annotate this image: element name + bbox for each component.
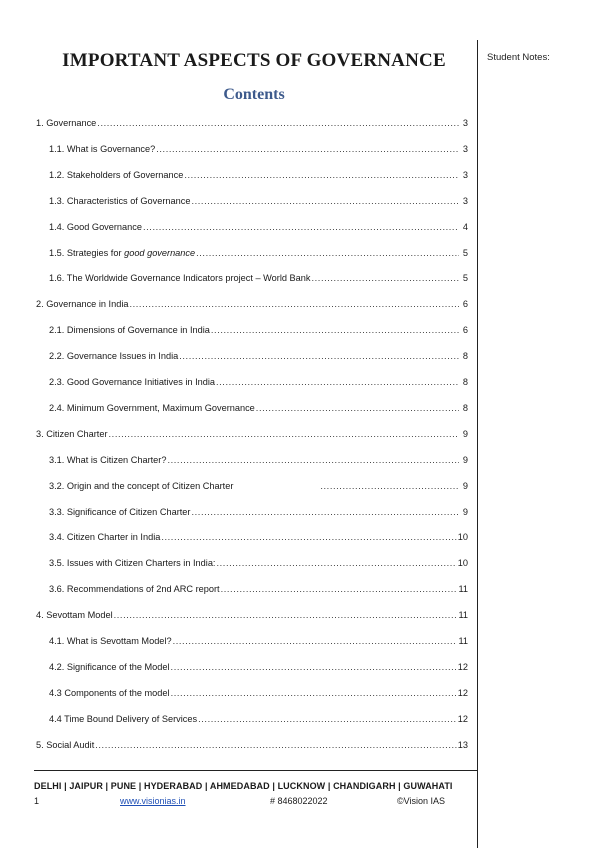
toc-entry-label bbox=[36, 116, 96, 130]
toc-entry[interactable] bbox=[36, 116, 468, 130]
toc-entry[interactable] bbox=[36, 608, 468, 622]
toc-entry-number: 3.4. bbox=[49, 532, 65, 543]
toc-entry-label bbox=[49, 686, 170, 700]
toc-entry-text: Components of the model bbox=[64, 687, 170, 698]
toc-entry-label bbox=[49, 168, 183, 182]
toc-entry-label bbox=[49, 375, 215, 389]
toc-entry-label bbox=[49, 712, 197, 726]
footer bbox=[34, 796, 474, 808]
toc-entry-number: 1.3. bbox=[49, 195, 65, 206]
dot-leader bbox=[179, 349, 459, 363]
toc-entry[interactable] bbox=[36, 297, 468, 311]
toc-page-number: 11 bbox=[458, 610, 468, 621]
toc-entry-label bbox=[36, 427, 108, 441]
toc-entry-number: 3.6. bbox=[49, 584, 65, 595]
toc-entry-text: Social Audit bbox=[46, 739, 95, 750]
toc-entry-label bbox=[49, 194, 190, 208]
dot-leader bbox=[171, 660, 457, 674]
toc-entry[interactable] bbox=[36, 530, 468, 544]
dot-leader bbox=[109, 427, 459, 441]
dot-leader bbox=[114, 608, 458, 622]
toc-entry-text: Dimensions of Governance in India bbox=[66, 325, 210, 336]
toc-entry[interactable] bbox=[36, 453, 468, 467]
dot-leader bbox=[221, 582, 458, 596]
toc-entry-number: 1.6. bbox=[49, 273, 65, 284]
student-notes-label: Student Notes: bbox=[487, 52, 550, 63]
dot-leader bbox=[143, 220, 459, 234]
toc-entry-number: 3.5. bbox=[49, 558, 65, 569]
dot-leader bbox=[211, 323, 459, 337]
toc-entry[interactable] bbox=[36, 582, 468, 596]
toc-page-number: 5 bbox=[462, 273, 468, 284]
toc-entry-number: 2.4. bbox=[49, 402, 65, 413]
toc-page-number: 13 bbox=[457, 739, 468, 750]
toc-entry[interactable] bbox=[36, 660, 468, 674]
footer-copyright: ©Vision IAS bbox=[397, 796, 445, 806]
toc-entry[interactable] bbox=[36, 505, 468, 519]
toc-entry-number: 4.1. bbox=[49, 636, 65, 646]
toc-entry[interactable] bbox=[36, 738, 468, 752]
toc-entry[interactable] bbox=[36, 194, 468, 208]
toc-entry[interactable] bbox=[36, 634, 468, 648]
toc-entry-label bbox=[49, 271, 310, 285]
toc-page-number: 9 bbox=[462, 454, 468, 465]
toc-page-number: 3 bbox=[462, 118, 468, 128]
toc-page-number: 11 bbox=[458, 636, 468, 646]
toc-entry-number: 1.2. bbox=[49, 169, 65, 180]
dot-leader bbox=[171, 686, 457, 700]
dot-leader bbox=[216, 556, 456, 570]
dot-leader bbox=[156, 142, 459, 156]
toc-entry[interactable] bbox=[36, 142, 468, 156]
footer-phone: # 8468022022 bbox=[270, 796, 328, 806]
contents-heading: Contents bbox=[223, 86, 285, 103]
dot-leader bbox=[97, 116, 459, 130]
toc-entry-label bbox=[49, 246, 195, 260]
toc-entry-number: 1.4. bbox=[49, 221, 65, 232]
toc-entry[interactable] bbox=[36, 246, 468, 260]
footer-page-number: 1 bbox=[34, 796, 40, 806]
page-title: IMPORTANT ASPECTS OF GOVERNANCE bbox=[62, 50, 446, 71]
toc-page-number: 9 bbox=[462, 428, 468, 439]
toc-entry-label bbox=[49, 349, 178, 363]
toc-page-number: 11 bbox=[458, 584, 468, 595]
toc-entry-number: 1.1. bbox=[49, 143, 65, 154]
toc-entry-text: Good Governance bbox=[66, 221, 142, 232]
toc-entry-text: The Worldwide Governance Indicators project – World Bank bbox=[66, 273, 311, 284]
toc-entry-number: 3. bbox=[36, 428, 44, 439]
toc-entry[interactable] bbox=[36, 220, 468, 234]
toc-page-number: 12 bbox=[457, 713, 468, 724]
toc-entry[interactable] bbox=[36, 686, 468, 700]
dot-leader bbox=[191, 505, 459, 519]
toc-page-number: 9 bbox=[462, 506, 468, 517]
toc-entry-label bbox=[49, 453, 166, 467]
dot-leader bbox=[184, 168, 459, 182]
toc-entry-number: 3.1. bbox=[49, 454, 65, 465]
toc-entry-text: Issues with Citizen Charters in India: bbox=[66, 558, 216, 569]
toc-entry[interactable] bbox=[36, 168, 468, 182]
dot-leader bbox=[198, 712, 457, 726]
dot-leader bbox=[95, 738, 457, 752]
toc-entry-text: Citizen Charter in India bbox=[66, 532, 161, 543]
toc-entry-label bbox=[49, 505, 190, 519]
toc-entry-number: 2.3. bbox=[49, 377, 65, 387]
toc-page-number: 4 bbox=[462, 221, 468, 232]
toc-entry-number: 4. bbox=[36, 610, 44, 621]
toc-page-number: 5 bbox=[462, 247, 468, 258]
toc-page-number: 10 bbox=[457, 532, 468, 543]
toc-entry[interactable] bbox=[36, 271, 468, 285]
toc-entry-text: Significance of Citizen Charter bbox=[66, 506, 191, 517]
toc-entry-text: Citizen Charter bbox=[46, 428, 108, 439]
toc-page-number: 6 bbox=[462, 299, 468, 310]
toc-entry[interactable] bbox=[36, 427, 468, 441]
dot-leader bbox=[167, 453, 459, 467]
toc-page-number: 9 bbox=[462, 480, 468, 491]
toc-entry-text: Time Bound Delivery of Services bbox=[64, 713, 198, 724]
toc-entry-label bbox=[49, 323, 210, 337]
toc-entry[interactable] bbox=[36, 556, 468, 570]
toc-entry-number: 5. bbox=[36, 739, 44, 750]
toc-page-number: 8 bbox=[462, 377, 468, 387]
toc-entry-label bbox=[49, 556, 215, 570]
toc-entry-number: 2. bbox=[36, 299, 44, 310]
toc-entry-text: What is Citizen Charter? bbox=[66, 454, 167, 465]
toc-entry-number: 2.2. bbox=[49, 351, 65, 362]
toc-entry-text: Good Governance Initiatives in India bbox=[66, 377, 215, 387]
toc-entry[interactable] bbox=[36, 712, 468, 726]
toc-entry-text: Strategies for bbox=[66, 247, 125, 258]
margin-divider bbox=[477, 40, 478, 848]
toc-page-number: 12 bbox=[457, 687, 468, 698]
toc-entry-number: 3.3. bbox=[49, 506, 65, 517]
dot-leader bbox=[129, 297, 459, 311]
dot-leader bbox=[161, 530, 456, 544]
toc-entry-italic-text: good governance bbox=[124, 247, 196, 258]
toc-entry-label bbox=[49, 634, 172, 648]
dot-leader bbox=[216, 375, 459, 389]
dot-leader bbox=[320, 479, 459, 493]
toc-page-number: 12 bbox=[457, 661, 468, 672]
dot-leader bbox=[173, 634, 458, 648]
toc-entry-label bbox=[49, 660, 170, 674]
toc-page-number: 3 bbox=[462, 143, 468, 154]
toc-entry-number: 1. bbox=[36, 118, 44, 128]
toc-entry-label bbox=[36, 297, 128, 311]
toc-entry-text: Sevottam Model bbox=[46, 610, 113, 621]
toc-entry-number: 4.2. bbox=[49, 661, 65, 672]
footer-divider bbox=[34, 770, 477, 771]
toc-entry-text: Minimum Government, Maximum Governance bbox=[66, 402, 255, 413]
toc-entry-label bbox=[49, 530, 160, 544]
toc-entry-label bbox=[36, 738, 94, 752]
toc-entry-text: Governance in India bbox=[46, 299, 129, 310]
toc-entry-label bbox=[49, 142, 155, 156]
toc-entry-number: 1.5. bbox=[49, 247, 65, 258]
toc-entry[interactable] bbox=[36, 349, 468, 363]
toc-entry-label bbox=[49, 220, 142, 234]
toc-entry[interactable] bbox=[36, 401, 468, 415]
toc-entry-label bbox=[49, 401, 255, 415]
toc-entry-text: Stakeholders of Governance bbox=[66, 169, 184, 180]
toc-entry-number: 2.1. bbox=[49, 325, 65, 336]
toc-page-number: 8 bbox=[462, 402, 468, 413]
footer-cities: DELHI | JAIPUR | PUNE | HYDERABAD | AHMEDABAD | LUCKNOW | CHANDIGARH | GUWAHATI bbox=[34, 781, 453, 791]
toc-entry-number: 4.4 bbox=[49, 713, 62, 724]
dot-leader bbox=[191, 194, 459, 208]
toc-entry-number: 4.3 bbox=[49, 687, 62, 698]
toc-page-number: 3 bbox=[462, 169, 468, 180]
toc-entry-text: Governance bbox=[46, 118, 97, 128]
toc-entry-text: Characteristics of Governance bbox=[66, 195, 191, 206]
toc-entry[interactable] bbox=[36, 479, 468, 493]
toc-entry-label bbox=[49, 479, 233, 493]
toc-entry[interactable] bbox=[36, 375, 468, 389]
toc-entry-text: Recommendations of 2nd ARC report bbox=[66, 584, 220, 595]
toc-entry-text: What is Governance? bbox=[66, 143, 156, 154]
dot-leader bbox=[311, 271, 459, 285]
toc-entry-text: Origin and the concept of Citizen Charter bbox=[66, 480, 234, 491]
toc-page-number: 6 bbox=[462, 325, 468, 336]
dot-leader bbox=[196, 246, 459, 260]
toc-entry-text: Significance of the Model bbox=[66, 661, 170, 672]
footer-website-link[interactable]: www.visionias.in bbox=[120, 796, 186, 806]
toc-page-number: 8 bbox=[462, 351, 468, 362]
toc-page-number: 3 bbox=[462, 195, 468, 206]
toc-entry-label bbox=[49, 582, 220, 596]
toc-entry-text: Governance Issues in India bbox=[66, 351, 179, 362]
dot-leader bbox=[256, 401, 459, 415]
toc-entry[interactable] bbox=[36, 323, 468, 337]
toc-entry-text: What is Sevottam Model? bbox=[66, 636, 172, 646]
toc-entry-number: 3.2. bbox=[49, 480, 65, 491]
toc-entry-label bbox=[36, 608, 113, 622]
toc-page-number: 10 bbox=[457, 558, 468, 569]
